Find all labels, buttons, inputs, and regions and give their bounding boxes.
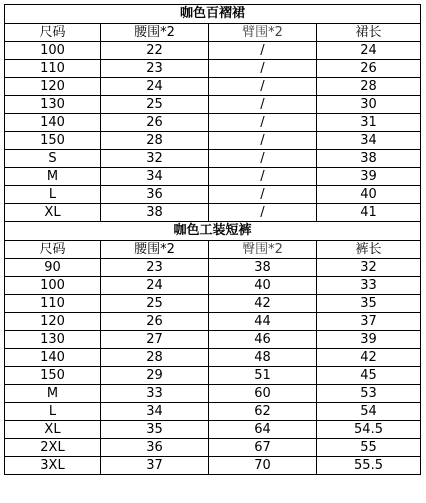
skirt-data-row <box>5 204 421 222</box>
shorts-hip-cell: 70 <box>209 457 317 475</box>
skirt-length-cell: 30 <box>317 96 421 114</box>
skirt-header-length: 裙长 <box>317 24 421 42</box>
shorts-hip-cell: 42 <box>209 295 317 313</box>
shorts-hip-cell: 51 <box>209 367 317 385</box>
shorts-header-length: 裤长 <box>317 241 421 259</box>
skirt-arm-cell: / <box>209 150 317 168</box>
skirt-size-cell: S <box>5 150 101 168</box>
skirt-waist-cell: 26 <box>101 114 209 132</box>
shorts-header-row <box>5 241 421 259</box>
shorts-data-row <box>5 295 421 313</box>
skirt-waist-cell: 23 <box>101 60 209 78</box>
shorts-length-cell: 54.5 <box>317 421 421 439</box>
size-chart-sheet <box>4 4 420 475</box>
shorts-size-cell: 150 <box>5 367 101 385</box>
skirt-length-cell: 26 <box>317 60 421 78</box>
shorts-data-row <box>5 421 421 439</box>
shorts-hip-cell: 46 <box>209 331 317 349</box>
shorts-hip-cell: 62 <box>209 403 317 421</box>
shorts-header-hip: 臀围*2 <box>209 241 317 259</box>
shorts-hip-cell: 44 <box>209 313 317 331</box>
skirt-length-cell: 39 <box>317 168 421 186</box>
skirt-size-cell: 110 <box>5 60 101 78</box>
skirt-length-cell: 40 <box>317 186 421 204</box>
shorts-length-cell: 55.5 <box>317 457 421 475</box>
shorts-size-cell: 140 <box>5 349 101 367</box>
shorts-data-row <box>5 313 421 331</box>
shorts-length-cell: 32 <box>317 259 421 277</box>
skirt-size-cell: XL <box>5 204 101 222</box>
skirt-data-row <box>5 42 421 60</box>
shorts-length-cell: 53 <box>317 385 421 403</box>
skirt-header-arm: 臂围*2 <box>209 24 317 42</box>
skirt-arm-cell: / <box>209 168 317 186</box>
skirt-arm-cell: / <box>209 78 317 96</box>
shorts-header-waist: 腰围*2 <box>101 241 209 259</box>
shorts-size-cell: 3XL <box>5 457 101 475</box>
skirt-length-cell: 24 <box>317 42 421 60</box>
skirt-waist-cell: 28 <box>101 132 209 150</box>
shorts-hip-cell: 67 <box>209 439 317 457</box>
shorts-title: 咖色工装短裤 <box>5 222 421 241</box>
skirt-data-row <box>5 132 421 150</box>
skirt-size-cell: 120 <box>5 78 101 96</box>
shorts-waist-cell: 25 <box>101 295 209 313</box>
shorts-length-cell: 54 <box>317 403 421 421</box>
skirt-waist-cell: 34 <box>101 168 209 186</box>
shorts-length-cell: 37 <box>317 313 421 331</box>
skirt-header-row <box>5 24 421 42</box>
shorts-length-cell: 45 <box>317 367 421 385</box>
shorts-header-size: 尺码 <box>5 241 101 259</box>
shorts-length-cell: 33 <box>317 277 421 295</box>
skirt-length-cell: 38 <box>317 150 421 168</box>
shorts-waist-cell: 28 <box>101 349 209 367</box>
shorts-waist-cell: 26 <box>101 313 209 331</box>
skirt-waist-cell: 36 <box>101 186 209 204</box>
shorts-waist-cell: 23 <box>101 259 209 277</box>
shorts-waist-cell: 24 <box>101 277 209 295</box>
skirt-length-cell: 31 <box>317 114 421 132</box>
shorts-size-cell: 90 <box>5 259 101 277</box>
shorts-data-row <box>5 385 421 403</box>
shorts-size-cell: L <box>5 403 101 421</box>
shorts-waist-cell: 36 <box>101 439 209 457</box>
skirt-arm-cell: / <box>209 96 317 114</box>
shorts-hip-cell: 64 <box>209 421 317 439</box>
shorts-waist-cell: 29 <box>101 367 209 385</box>
skirt-arm-cell: / <box>209 114 317 132</box>
shorts-size-cell: 130 <box>5 331 101 349</box>
skirt-data-row <box>5 150 421 168</box>
shorts-size-cell: 100 <box>5 277 101 295</box>
skirt-arm-cell: / <box>209 132 317 150</box>
skirt-waist-cell: 32 <box>101 150 209 168</box>
shorts-hip-cell: 40 <box>209 277 317 295</box>
skirt-header-waist: 腰围*2 <box>101 24 209 42</box>
shorts-data-row <box>5 439 421 457</box>
skirt-length-cell: 41 <box>317 204 421 222</box>
shorts-data-row <box>5 403 421 421</box>
shorts-title-row <box>5 222 421 241</box>
shorts-hip-cell: 38 <box>209 259 317 277</box>
shorts-length-cell: 42 <box>317 349 421 367</box>
skirt-data-row <box>5 186 421 204</box>
skirt-data-row <box>5 78 421 96</box>
shorts-waist-cell: 37 <box>101 457 209 475</box>
shorts-waist-cell: 34 <box>101 403 209 421</box>
skirt-title: 咖色百褶裙 <box>5 5 421 24</box>
shorts-data-row <box>5 349 421 367</box>
skirt-size-cell: 100 <box>5 42 101 60</box>
shorts-size-cell: 120 <box>5 313 101 331</box>
skirt-size-table <box>4 4 421 222</box>
shorts-waist-cell: 33 <box>101 385 209 403</box>
skirt-title-row <box>5 5 421 24</box>
shorts-data-row <box>5 457 421 475</box>
skirt-arm-cell: / <box>209 60 317 78</box>
shorts-data-row <box>5 367 421 385</box>
shorts-size-cell: M <box>5 385 101 403</box>
skirt-data-row <box>5 114 421 132</box>
shorts-waist-cell: 35 <box>101 421 209 439</box>
skirt-data-row <box>5 96 421 114</box>
shorts-size-cell: 110 <box>5 295 101 313</box>
skirt-data-row <box>5 60 421 78</box>
shorts-hip-cell: 60 <box>209 385 317 403</box>
shorts-size-cell: XL <box>5 421 101 439</box>
shorts-waist-cell: 27 <box>101 331 209 349</box>
skirt-length-cell: 34 <box>317 132 421 150</box>
skirt-arm-cell: / <box>209 186 317 204</box>
shorts-size-cell: 2XL <box>5 439 101 457</box>
skirt-waist-cell: 25 <box>101 96 209 114</box>
skirt-waist-cell: 24 <box>101 78 209 96</box>
skirt-length-cell: 28 <box>317 78 421 96</box>
skirt-arm-cell: / <box>209 42 317 60</box>
skirt-size-cell: 130 <box>5 96 101 114</box>
shorts-data-row <box>5 259 421 277</box>
skirt-size-cell: 150 <box>5 132 101 150</box>
skirt-data-row <box>5 168 421 186</box>
shorts-length-cell: 55 <box>317 439 421 457</box>
skirt-header-size: 尺码 <box>5 24 101 42</box>
skirt-arm-cell: / <box>209 204 317 222</box>
skirt-waist-cell: 22 <box>101 42 209 60</box>
skirt-size-cell: M <box>5 168 101 186</box>
shorts-data-row <box>5 331 421 349</box>
shorts-length-cell: 35 <box>317 295 421 313</box>
shorts-length-cell: 39 <box>317 331 421 349</box>
skirt-waist-cell: 38 <box>101 204 209 222</box>
shorts-size-table <box>4 221 421 475</box>
skirt-size-cell: 140 <box>5 114 101 132</box>
shorts-data-row <box>5 277 421 295</box>
shorts-hip-cell: 48 <box>209 349 317 367</box>
skirt-size-cell: L <box>5 186 101 204</box>
